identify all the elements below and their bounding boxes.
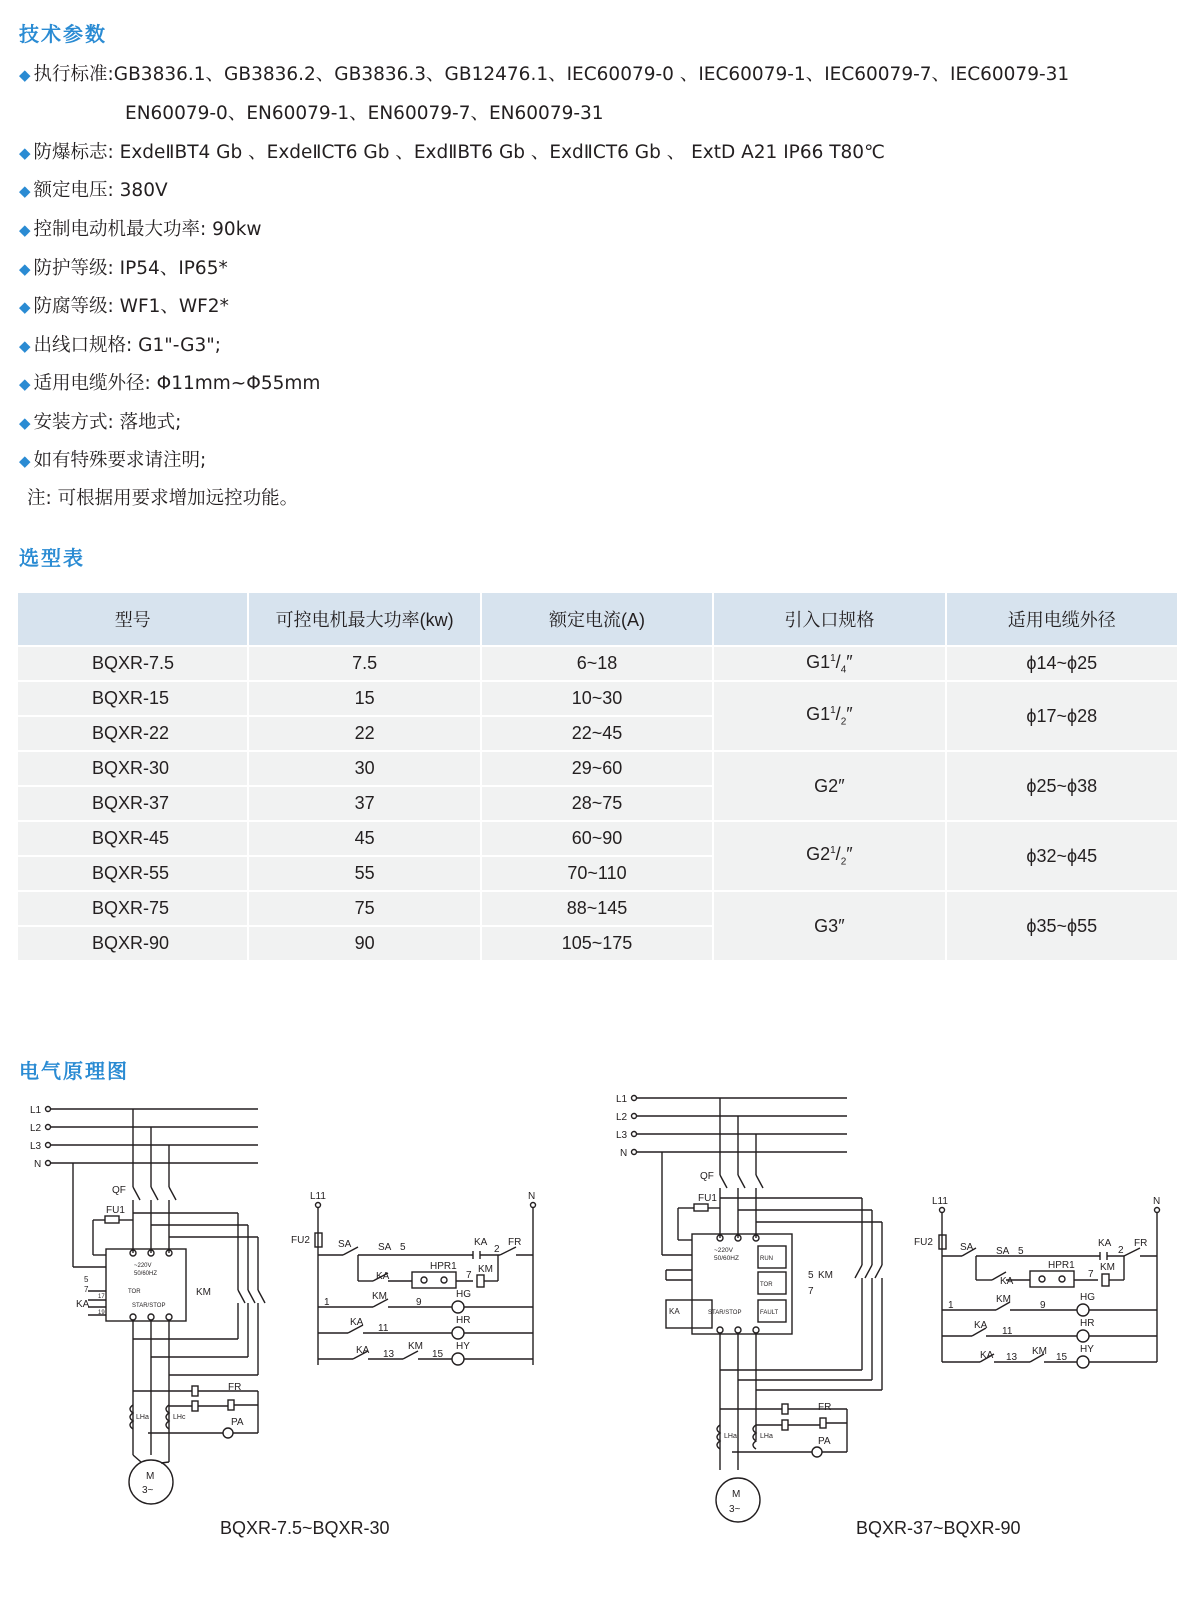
cell-current: 6~18 xyxy=(481,646,713,681)
diagram-label: FR xyxy=(228,1382,242,1393)
spec-label: 安装方式: xyxy=(33,412,114,433)
selection-table xyxy=(18,593,1177,960)
diagram-label: KM xyxy=(996,1294,1011,1305)
port-base: G1 xyxy=(806,651,831,672)
diagram-label: KA xyxy=(669,1307,680,1316)
table-row xyxy=(18,751,1177,786)
diagram-label: HR xyxy=(1080,1318,1095,1329)
diagram-label: 3~ xyxy=(729,1504,741,1515)
diagram-label: N xyxy=(528,1191,536,1202)
diagram-label: ~220V xyxy=(134,1263,152,1269)
spec-item xyxy=(19,295,229,319)
diagram-label: LHa xyxy=(136,1414,149,1421)
diagram-label: FR xyxy=(1134,1238,1148,1249)
diagram-label: 7 xyxy=(466,1270,472,1281)
diagram-label: M xyxy=(146,1471,155,1482)
spec-value: EN60079-0、EN60079-1、EN60079-7、EN60079-31 xyxy=(125,103,604,124)
cell-current: 88~145 xyxy=(481,891,713,926)
port-fraction-num: 1 xyxy=(830,705,836,717)
diagram-label: 19 xyxy=(98,1310,105,1316)
diagram-label: KM xyxy=(1032,1346,1047,1357)
diagram-label: FU2 xyxy=(914,1237,933,1248)
diagram-label: N xyxy=(34,1159,42,1170)
table-header-row xyxy=(18,593,1177,646)
diagram-label: LHa xyxy=(724,1433,737,1440)
spec-label: 防护等级: xyxy=(33,258,114,279)
diagram-label: SA xyxy=(378,1242,392,1253)
diagram-label: ~220V xyxy=(714,1247,733,1254)
bullet-diamond-icon: ◆ xyxy=(19,66,31,84)
diagram-label: SA xyxy=(338,1239,352,1250)
spec-item xyxy=(19,334,221,358)
port-fraction-num: 1 xyxy=(830,652,836,664)
diagram-label: 1 xyxy=(324,1297,330,1308)
diagram-label: HY xyxy=(456,1341,470,1352)
spec-item xyxy=(19,411,181,435)
table-row xyxy=(18,646,1177,681)
cell-power: 75 xyxy=(248,891,480,926)
cell-cable: ϕ25~ϕ38 xyxy=(946,751,1177,821)
diagram-label: KA xyxy=(980,1350,994,1361)
port-mark: ″ xyxy=(838,915,845,936)
circuit-diagram-left xyxy=(28,1095,588,1535)
section-title-selection: 选型表 xyxy=(19,546,85,570)
diagram-label: HG xyxy=(456,1289,471,1300)
diagram-label: TOR xyxy=(128,1289,141,1295)
diagram-label: RUN xyxy=(760,1256,773,1262)
diagram-label: PA xyxy=(231,1417,244,1428)
cell-model: BQXR-15 xyxy=(18,681,248,716)
bullet-diamond-icon: ◆ xyxy=(19,337,31,355)
cell-power: 15 xyxy=(248,681,480,716)
diagram-label: FU1 xyxy=(106,1205,125,1216)
port-fraction-den: 2 xyxy=(840,716,847,728)
spec-label: 如有特殊要求请注明; xyxy=(33,450,207,471)
diagram-label: SA xyxy=(960,1242,974,1253)
cell-model: BQXR-7.5 xyxy=(18,646,248,681)
col-header-current: 额定电流(A) xyxy=(481,593,713,646)
diagram-label: FAULT xyxy=(760,1310,779,1316)
spec-item xyxy=(19,218,262,242)
spec-note: 注: 可根据用要求增加远控功能。 xyxy=(27,488,299,509)
spec-label: 执行标准: xyxy=(33,64,114,85)
diagram-label: KA xyxy=(1000,1276,1014,1287)
diagram-label: 3~ xyxy=(142,1485,154,1496)
diagram-label: 5 xyxy=(808,1270,814,1281)
col-header-power: 可控电机最大功率(kw) xyxy=(248,593,480,646)
diagram-label: KM xyxy=(408,1341,423,1352)
spec-label: 防腐等级: xyxy=(33,296,114,317)
diagram-label: 1 xyxy=(948,1300,954,1311)
cell-power: 7.5 xyxy=(248,646,480,681)
cell-model: BQXR-55 xyxy=(18,856,248,891)
cell-cable: ϕ32~ϕ45 xyxy=(946,821,1177,891)
diagram-label: PA xyxy=(818,1436,831,1447)
bullet-diamond-icon: ◆ xyxy=(19,182,31,200)
diagram-label: FR xyxy=(508,1237,522,1248)
cell-port: $G1^1/_4''$ xyxy=(713,646,945,681)
diagram-label: KM xyxy=(478,1264,493,1275)
diagram-label: 9 xyxy=(416,1297,422,1308)
port-base: G2 xyxy=(806,844,831,865)
diagram-label: 7 xyxy=(84,1285,89,1294)
diagram-label: 9 xyxy=(1040,1300,1046,1311)
cell-port xyxy=(713,751,945,821)
diagram-label: 11 xyxy=(1002,1326,1013,1337)
diagram-label: FU1 xyxy=(698,1193,717,1204)
diagram-label: 7 xyxy=(1088,1269,1094,1280)
cell-port: $G1^1/_2''$ xyxy=(713,681,945,751)
port-mark: ″ xyxy=(846,704,853,725)
cell-model: BQXR-75 xyxy=(18,891,248,926)
table-row xyxy=(18,681,1177,716)
spec-label: 额定电压: xyxy=(33,180,114,201)
diagram-label: N xyxy=(620,1148,628,1159)
diagram-label: 15 xyxy=(432,1349,444,1360)
cell-cable: ϕ35~ϕ55 xyxy=(946,891,1177,960)
section-title-tech: 技术参数 xyxy=(19,22,107,46)
cell-model: BQXR-30 xyxy=(18,751,248,786)
diagram-label: L11 xyxy=(310,1191,326,1202)
diagram-label: LHa xyxy=(760,1433,773,1440)
diagram-label: QF xyxy=(112,1185,126,1196)
spec-value: 落地式; xyxy=(113,412,182,433)
diagram-label: M xyxy=(732,1489,741,1500)
port-fraction-den: 4 xyxy=(840,664,847,676)
bullet-diamond-icon: ◆ xyxy=(19,414,31,432)
diagram-label: KA xyxy=(376,1271,390,1282)
port-mark: ″ xyxy=(846,844,853,865)
cell-power: 22 xyxy=(248,716,480,751)
cell-current: 28~75 xyxy=(481,786,713,821)
col-header-model: 型号 xyxy=(18,593,248,646)
caption-left: BQXR-7.5~BQXR-30 xyxy=(220,1518,390,1538)
diagram-label: KM xyxy=(1100,1262,1115,1273)
diagram-label: L2 xyxy=(616,1112,628,1123)
diagram-label: HR xyxy=(456,1315,471,1326)
cell-current: 60~90 xyxy=(481,821,713,856)
diagram-label: L1 xyxy=(30,1105,42,1116)
diagram-label: 13 xyxy=(1006,1352,1018,1363)
bullet-diamond-icon: ◆ xyxy=(19,144,31,162)
table-row xyxy=(18,821,1177,856)
bullet-diamond-icon: ◆ xyxy=(19,221,31,239)
diagram-label: LHc xyxy=(173,1414,186,1421)
diagram-label: 5 xyxy=(84,1275,89,1284)
diagram-label: 13 xyxy=(383,1349,395,1360)
spec-item xyxy=(19,372,320,396)
diagram-label: KM xyxy=(196,1287,211,1298)
spec-value: 380V xyxy=(113,180,168,201)
cell-power: 30 xyxy=(248,751,480,786)
diagram-label: L11 xyxy=(932,1196,948,1207)
diagram-label: L3 xyxy=(616,1130,628,1141)
col-header-port: 引入口规格 xyxy=(713,593,945,646)
spec-label: 防爆标志: xyxy=(33,142,114,163)
cell-power: 45 xyxy=(248,821,480,856)
diagram-label: FU2 xyxy=(291,1235,310,1246)
diagram-label: N xyxy=(1153,1196,1161,1207)
spec-item xyxy=(19,141,885,165)
spec-item xyxy=(125,102,604,126)
diagram-label: SA xyxy=(996,1246,1010,1257)
cell-port: $G2^1/_2''$ xyxy=(713,821,945,891)
cell-port xyxy=(713,891,945,960)
port-base: G2 xyxy=(814,775,839,796)
cell-model: BQXR-90 xyxy=(18,926,248,960)
diagram-label: KA xyxy=(350,1317,364,1328)
bullet-diamond-icon: ◆ xyxy=(19,375,31,393)
cell-current: 10~30 xyxy=(481,681,713,716)
spec-value: WF1、WF2* xyxy=(113,296,229,317)
bullet-diamond-icon: ◆ xyxy=(19,298,31,316)
bullet-diamond-icon: ◆ xyxy=(19,260,31,278)
spec-label: 适用电缆外径: xyxy=(33,373,151,394)
cell-power: 90 xyxy=(248,926,480,960)
spec-value: 90kw xyxy=(206,219,262,240)
diagram-label: HY xyxy=(1080,1344,1094,1355)
diagram-label: 15 xyxy=(1056,1352,1068,1363)
section-title-diagram: 电气原理图 xyxy=(19,1059,129,1083)
diagram-label: L2 xyxy=(30,1123,42,1134)
diagram-label: 11 xyxy=(378,1323,389,1334)
spec-value: ExdeⅡBT4 Gb 、ExdeⅡCT6 Gb 、ExdⅡBT6 Gb 、ExdⅡCT6 Gb 、 ExtD A21 IP66 T80℃ xyxy=(113,142,885,163)
diagram-label: 5 xyxy=(400,1242,406,1253)
diagram-label: KA xyxy=(356,1345,370,1356)
spec-value: G1"-G3"; xyxy=(132,335,221,356)
diagram-label: HG xyxy=(1080,1292,1095,1303)
cell-cable: ϕ14~ϕ25 xyxy=(946,646,1177,681)
port-mark: ″ xyxy=(846,651,853,672)
cell-current: 29~60 xyxy=(481,751,713,786)
diagram-label: 17 xyxy=(98,1294,105,1300)
cell-current: 70~110 xyxy=(481,856,713,891)
diagram-label: HPR1 xyxy=(430,1261,457,1272)
port-fraction-den: 2 xyxy=(840,856,847,868)
cell-current: 22~45 xyxy=(481,716,713,751)
cell-current: 105~175 xyxy=(481,926,713,960)
diagram-label: 2 xyxy=(494,1244,500,1255)
port-base: G1 xyxy=(806,704,831,725)
diagram-label: TOR xyxy=(760,1282,773,1288)
diagram-label: QF xyxy=(700,1171,714,1182)
spec-item xyxy=(19,257,228,281)
diagram-label: STAR/STOP xyxy=(708,1310,742,1316)
diagram-label: KA xyxy=(76,1299,90,1310)
diagram-label: KM xyxy=(818,1270,833,1281)
spec-label: 出线口规格: xyxy=(33,335,133,356)
diagram-label: 2 xyxy=(1118,1245,1124,1256)
caption-right: BQXR-37~BQXR-90 xyxy=(856,1518,1021,1538)
bullet-diamond-icon: ◆ xyxy=(19,452,31,470)
diagram-label: 50/60HZ xyxy=(134,1271,158,1277)
diagram-label: KA xyxy=(1098,1238,1112,1249)
diagram-label: 50/60HZ xyxy=(714,1255,739,1262)
spec-value: GB3836.1、GB3836.2、GB3836.3、GB12476.1、IEC60079-0 、IEC60079-1、IEC60079-7、IEC60079-31 xyxy=(113,64,1070,85)
diagram-label: 7 xyxy=(808,1286,814,1297)
spec-value: IP54、IP65* xyxy=(113,258,228,279)
diagram-label: L3 xyxy=(30,1141,42,1152)
cell-power: 55 xyxy=(248,856,480,891)
cell-cable: ϕ17~ϕ28 xyxy=(946,681,1177,751)
diagram-label: KM xyxy=(372,1291,387,1302)
port-fraction-num: 1 xyxy=(830,845,836,857)
spec-label: 控制电动机最大功率: xyxy=(33,219,207,240)
cell-model: BQXR-22 xyxy=(18,716,248,751)
diagram-label: FR xyxy=(818,1402,832,1413)
circuit-diagram-right xyxy=(612,1080,1182,1550)
table-row xyxy=(18,891,1177,926)
diagram-label: 5 xyxy=(1018,1246,1024,1257)
port-base: G3 xyxy=(814,915,839,936)
port-mark: ″ xyxy=(838,775,845,796)
spec-item xyxy=(19,449,206,473)
diagram-label: HPR1 xyxy=(1048,1260,1075,1271)
spec-value: Φ11mm~Φ55mm xyxy=(150,373,321,394)
spec-item xyxy=(19,63,1069,87)
spec-item xyxy=(19,179,168,203)
cell-model: BQXR-45 xyxy=(18,821,248,856)
col-header-cable: 适用电缆外径 xyxy=(946,593,1177,646)
diagram-label: L1 xyxy=(616,1094,628,1105)
diagram-label: KA xyxy=(474,1237,488,1248)
cell-power: 37 xyxy=(248,786,480,821)
cell-model: BQXR-37 xyxy=(18,786,248,821)
diagram-label: KA xyxy=(974,1320,988,1331)
diagram-label: STAR/STOP xyxy=(132,1303,166,1309)
